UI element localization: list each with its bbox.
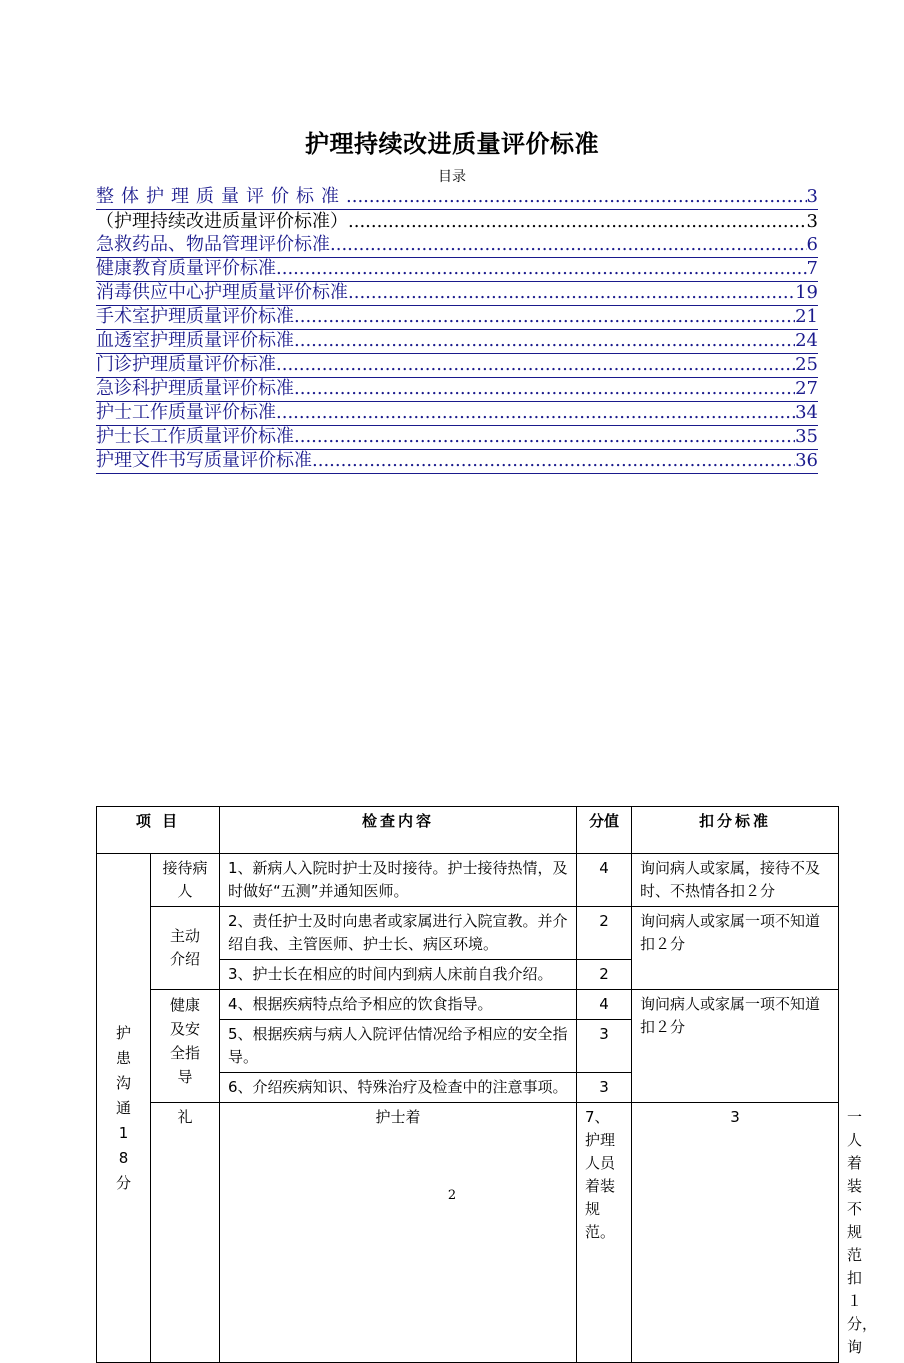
toc-leader xyxy=(294,330,795,353)
sub-label xyxy=(151,990,220,1103)
toc-entry-title: 急诊科护理质量评价标准 xyxy=(96,378,294,399)
sub-label xyxy=(151,907,220,990)
table-row xyxy=(97,854,839,907)
toc-leader xyxy=(330,234,807,257)
header-item: 项 目 xyxy=(97,807,220,854)
score-value: 4 xyxy=(577,990,632,1020)
sub-label: 护士着 xyxy=(220,1103,577,1363)
score-value: 3 xyxy=(577,1020,632,1073)
table-row xyxy=(97,990,839,1020)
toc-entry[interactable] xyxy=(96,330,818,354)
score-value: 3 xyxy=(632,1103,839,1363)
toc-entry[interactable] xyxy=(96,234,818,258)
toc-entry[interactable] xyxy=(96,378,818,402)
toc-entry-page: 36 xyxy=(795,450,818,471)
toc-leader xyxy=(346,186,807,209)
toc-entry[interactable] xyxy=(96,186,818,210)
document-title: 护理持续改进质量评价标准 xyxy=(305,130,599,158)
toc-entry-title: 消毒供应中心护理质量评价标准 xyxy=(96,282,348,303)
toc-entry-title: 手术室护理质量评价标准 xyxy=(96,306,294,327)
score-value: 4 xyxy=(577,854,632,907)
toc-entry-page: 34 xyxy=(795,402,818,423)
check-content: 2、责任护士及时向患者或家属进行入院宣教。并介绍自我、主管医师、护士长、病区环境。 xyxy=(220,907,577,960)
table-header-row xyxy=(97,807,839,854)
toc-leader xyxy=(276,258,807,281)
sub-label-text: 健康及安全指导 xyxy=(170,996,201,1086)
check-content: 3、护士长在相应的时间内到病人床前自我介绍。 xyxy=(220,960,577,990)
check-content: 7、护理人员着装规范。 xyxy=(577,1103,632,1363)
check-content: 5、根据疾病与病人入院评估情况给予相应的安全指导。 xyxy=(220,1020,577,1073)
table-row: 礼 护士着 7、护理人员着装规范。 3 一人着装不规范扣１分，询 xyxy=(97,1103,839,1363)
toc-entry-title: 血透室护理质量评价标准 xyxy=(96,330,294,351)
check-content: 1、新病人入院时护士及时接待。护士接待热情，及时做好“五测”并通知医师。 xyxy=(220,854,577,907)
header-score: 分值 xyxy=(577,807,632,854)
toc-leader xyxy=(348,210,807,234)
toc-entry[interactable] xyxy=(96,354,818,378)
deduction-rule: 询问病人或家属一项不知道扣２分 xyxy=(632,990,839,1103)
sub-label-text: 主动介绍 xyxy=(170,927,201,968)
toc-entry[interactable] xyxy=(96,450,818,474)
deduction-rule: 询问病人或家属，接待不及时、不热情各扣２分 xyxy=(632,854,839,907)
toc-entry[interactable] xyxy=(96,426,818,450)
deduction-rule: 询问病人或家属一项不知道扣２分 xyxy=(632,907,839,990)
toc-entry xyxy=(96,210,818,234)
score-value: 2 xyxy=(577,960,632,990)
toc-entry-page: 3 xyxy=(806,211,818,232)
toc-heading: 目录 xyxy=(438,169,466,185)
toc-entry-title: 护理文件书写质量评价标准 xyxy=(96,450,312,471)
toc-entry-page: 3 xyxy=(806,186,818,207)
toc-leader xyxy=(294,306,795,329)
check-content: 4、根据疾病特点给予相应的饮食指导。 xyxy=(220,990,577,1020)
toc-entry-page: 6 xyxy=(806,234,818,255)
evaluation-table xyxy=(96,806,878,1363)
toc-entry-title: 整体护理质量评价标准 xyxy=(96,186,346,207)
toc-leader xyxy=(276,354,795,377)
check-content: 6、介绍疾病知识、特殊治疗及检查中的注意事项。 xyxy=(220,1073,577,1103)
toc-entry-title: 急救药品、物品管理评价标准 xyxy=(96,234,330,255)
toc-entry[interactable] xyxy=(96,258,818,282)
toc-leader xyxy=(348,282,795,305)
group-label: 礼 xyxy=(151,1103,220,1363)
toc-entry-title: 门诊护理质量评价标准 xyxy=(96,354,276,375)
table-row xyxy=(97,907,839,960)
toc-leader xyxy=(312,450,795,473)
header-deduction: 扣分标准 xyxy=(632,807,839,854)
score-value: 2 xyxy=(577,907,632,960)
score-value: 3 xyxy=(577,1073,632,1103)
toc-entry-page: 7 xyxy=(806,258,818,279)
sub-label: 接待病人 xyxy=(151,854,220,907)
toc-entry[interactable] xyxy=(96,282,818,306)
toc-leader xyxy=(294,426,795,449)
toc-entry-page: 21 xyxy=(795,306,818,327)
toc-entry-title: 护士长工作质量评价标准 xyxy=(96,426,294,447)
group-label xyxy=(97,854,151,1363)
table-of-contents xyxy=(96,186,818,474)
toc-entry-page: 19 xyxy=(795,282,818,303)
toc-leader xyxy=(294,378,795,401)
toc-entry-title: （护理持续改进质量评价标准） xyxy=(96,211,348,232)
toc-entry[interactable] xyxy=(96,402,818,426)
toc-entry[interactable] xyxy=(96,306,818,330)
header-content: 检查内容 xyxy=(220,807,577,854)
toc-entry-title: 护士工作质量评价标准 xyxy=(96,402,276,423)
toc-entry-page: 35 xyxy=(795,426,818,447)
toc-leader xyxy=(276,402,795,425)
toc-entry-title: 健康教育质量评价标准 xyxy=(96,258,276,279)
toc-entry-page: 27 xyxy=(795,378,818,399)
toc-entry-page: 25 xyxy=(795,354,818,375)
page-number: 2 xyxy=(447,1188,457,1203)
toc-entry-page: 24 xyxy=(795,330,818,351)
group-label-text: 护患沟通18分 xyxy=(115,1023,131,1192)
